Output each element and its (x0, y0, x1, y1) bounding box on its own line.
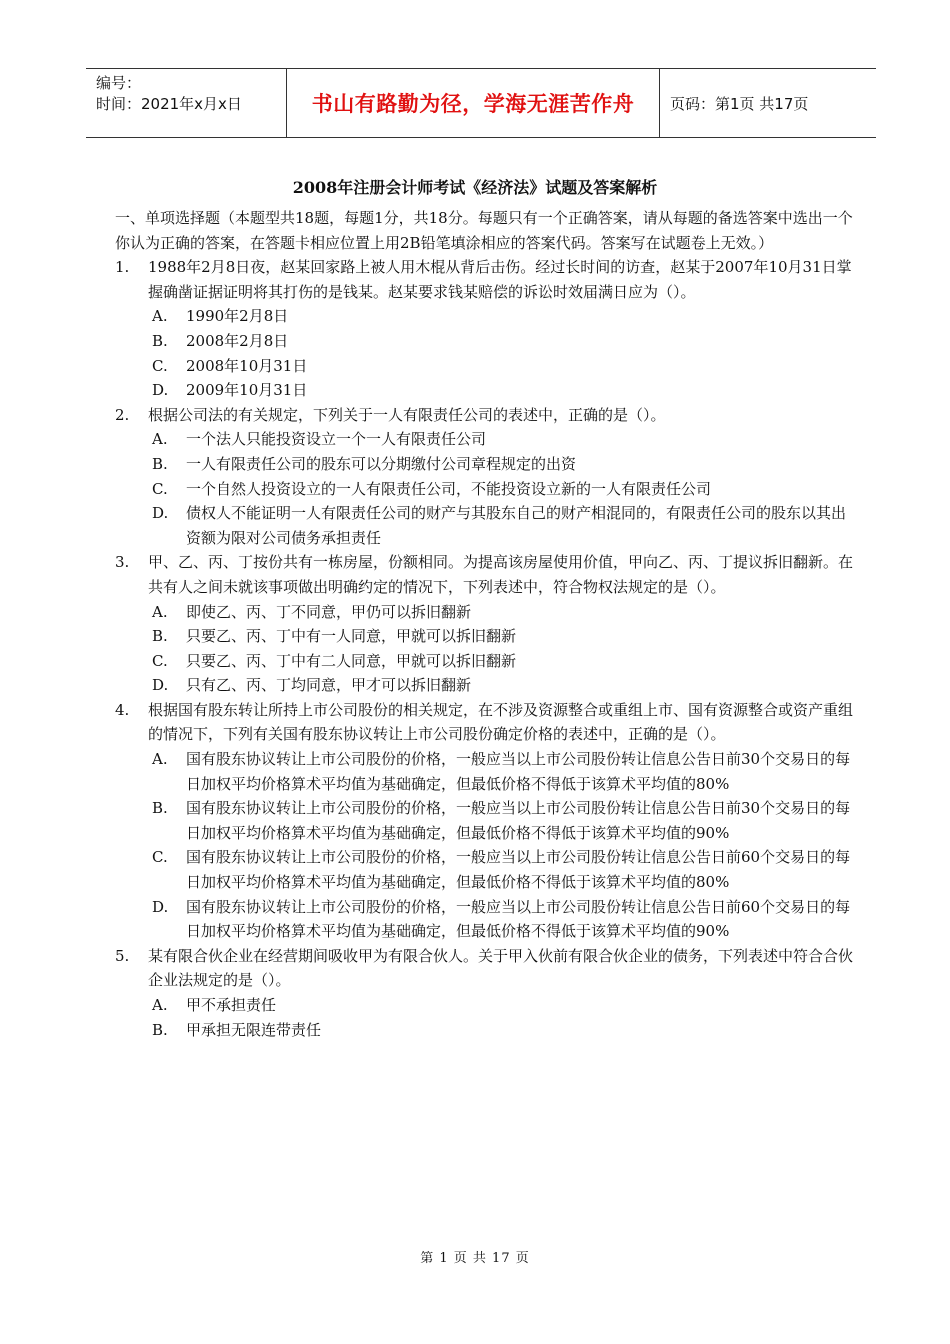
option-text: 2009年10月31日 (186, 381, 308, 400)
answer-option (115, 501, 855, 550)
question-item (115, 255, 855, 304)
answer-option (115, 649, 855, 674)
question-number: 4. (115, 700, 130, 719)
option-letter: B. (152, 1020, 168, 1039)
answer-option (115, 624, 855, 649)
question-item (115, 403, 855, 428)
option-text: 一个自然人投资设立的一人有限责任公司，不能投资设立新的一人有限责任公司 (186, 479, 712, 498)
time-label: 时间：2021年x月x日 (96, 95, 242, 113)
option-letter: C. (152, 848, 168, 867)
answer-option (115, 1018, 855, 1043)
option-letter: D. (152, 381, 169, 400)
option-text: 2008年10月31日 (186, 356, 308, 375)
answer-option (115, 747, 855, 796)
option-letter: B. (152, 331, 168, 350)
option-text: 一个法人只能投资设立一个一人有限责任公司 (186, 430, 487, 449)
code-label: 编号： (96, 74, 142, 92)
question-text: 根据国有股东转让所持上市公司股份的相关规定，在不涉及资源整合或重组上市、国有资源整合或资产重组的情况下，下列有关国有股东协议转让上市公司股份确定价格的表述中，正确的是（）。 (148, 700, 854, 744)
option-letter: D. (152, 676, 169, 695)
option-letter: B. (152, 627, 168, 646)
question-item (115, 698, 855, 747)
header-table (86, 68, 876, 138)
option-letter: A. (152, 750, 168, 769)
header-page-cell (660, 69, 876, 137)
option-letter: D. (152, 897, 169, 916)
option-text: 国有股东协议转让上市公司股份的价格，一般应当以上市公司股份转让信息公告日前60个交易日的每日加权平均价格算术平均值为基础确定，但最低价格不得低于该算术平均值的90% (186, 897, 851, 941)
option-text: 甲不承担责任 (186, 996, 277, 1014)
option-letter: C. (152, 356, 168, 375)
option-text: 债权人不能证明一人有限责任公司的财产与其股东自己的财产相混同的，有限责任公司的股东以其出资额为限对公司债务承担责任 (186, 504, 847, 547)
question-number: 5. (115, 946, 130, 965)
question-list (115, 255, 855, 1042)
answer-option (115, 477, 855, 502)
section-intro: 一、单项选择题（本题型共18题，每题1分，共18分。每题只有一个正确答案，请从每题的备选答案中选出一个你认为正确的答案，在答题卡相应位置上用2B铅笔填涂相应的答案代码。答案写在试题卷上无效。） (115, 209, 853, 252)
question-number: 3. (115, 553, 130, 572)
option-letter: A. (152, 602, 168, 621)
option-letter: C. (152, 479, 168, 498)
option-letter: D. (152, 504, 169, 523)
header-slogan-cell (286, 69, 660, 137)
option-letter: A. (152, 430, 168, 449)
option-letter: C. (152, 651, 168, 670)
question-text: 根据公司法的有关规定，下列关于一人有限责任公司的表述中，正确的是（）。 (148, 405, 666, 424)
option-text: 1990年2月8日 (186, 307, 289, 326)
option-letter: A. (152, 307, 168, 326)
answer-option (115, 845, 855, 894)
option-text: 甲承担无限连带责任 (186, 1020, 322, 1039)
header-meta (86, 69, 286, 137)
question-item (115, 550, 855, 599)
option-text: 即使乙、丙、丁不同意，甲仍可以拆旧翻新 (186, 602, 472, 621)
option-letter: A. (152, 996, 168, 1014)
question-text: 甲、乙、丙、丁按份共有一栋房屋，份额相同。为提高该房屋使用价值，甲向乙、丙、丁提议拆旧翻新。在共有人之间未就该事项做出明确约定的情况下，下列表述中，符合物权法规定的是（）。 (148, 553, 854, 596)
option-text: 国有股东协议转让上市公司股份的价格，一般应当以上市公司股份转让信息公告日前30个交易日的每日加权平均价格算术平均值为基础确定，但最低价格不得低于该算术平均值的80% (186, 750, 851, 793)
answer-option (115, 895, 855, 944)
question-number: 2. (115, 405, 130, 424)
answer-option (115, 600, 855, 625)
option-letter: B. (152, 799, 168, 818)
option-text: 只要乙、丙、丁中有二人同意，甲就可以拆旧翻新 (186, 651, 517, 670)
answer-option (115, 304, 855, 329)
answer-option (115, 673, 855, 698)
question-item (115, 944, 855, 993)
option-text: 只要乙、丙、丁中有一人同意，甲就可以拆旧翻新 (186, 627, 517, 646)
option-text: 国有股东协议转让上市公司股份的价格，一般应当以上市公司股份转让信息公告日前30个交易日的每日加权平均价格算术平均值为基础确定，但最低价格不得低于该算术平均值的90% (186, 799, 851, 842)
option-text: 国有股东协议转让上市公司股份的价格，一般应当以上市公司股份转让信息公告日前60个交易日的每日加权平均价格算术平均值为基础确定，但最低价格不得低于该算术平均值的80% (186, 848, 851, 892)
slogan: 书山有路勤为径，学海无涯苦作舟 (311, 92, 635, 116)
document-title: 2008年注册会计师考试《经济法》试题及答案解析 (292, 178, 658, 197)
question-text: 1988年2月8日夜，赵某回家路上被人用木棍从背后击伤。经过长时间的访查，赵某于2007年10月31日掌握确凿证据证明将其打伤的是钱某。赵某要求钱某赔偿的诉讼时效届满日应为（）。 (148, 258, 852, 301)
answer-option (115, 354, 855, 379)
question-number: 1. (115, 258, 130, 277)
answer-option (115, 378, 855, 403)
question-text: 某有限合伙企业在经营期间吸收甲为有限合伙人。关于甲入伙前有限合伙企业的债务，下列表述中符合合伙企业法规定的是（）。 (148, 946, 854, 990)
answer-option (115, 329, 855, 354)
answer-option (115, 452, 855, 477)
answer-option (115, 993, 855, 1018)
answer-option (115, 796, 855, 845)
page-label: 页码：第1页 共17页 (670, 94, 809, 113)
option-text: 只有乙、丙、丁均同意，甲才可以拆旧翻新 (186, 676, 472, 695)
option-text: 2008年2月8日 (186, 331, 289, 350)
option-letter: B. (152, 454, 168, 473)
document-body (115, 206, 855, 1042)
answer-option (115, 427, 855, 452)
option-text: 一人有限责任公司的股东可以分期缴付公司章程规定的出资 (186, 454, 577, 473)
page-footer: 第 1 页 共 17 页 (420, 1251, 530, 1266)
